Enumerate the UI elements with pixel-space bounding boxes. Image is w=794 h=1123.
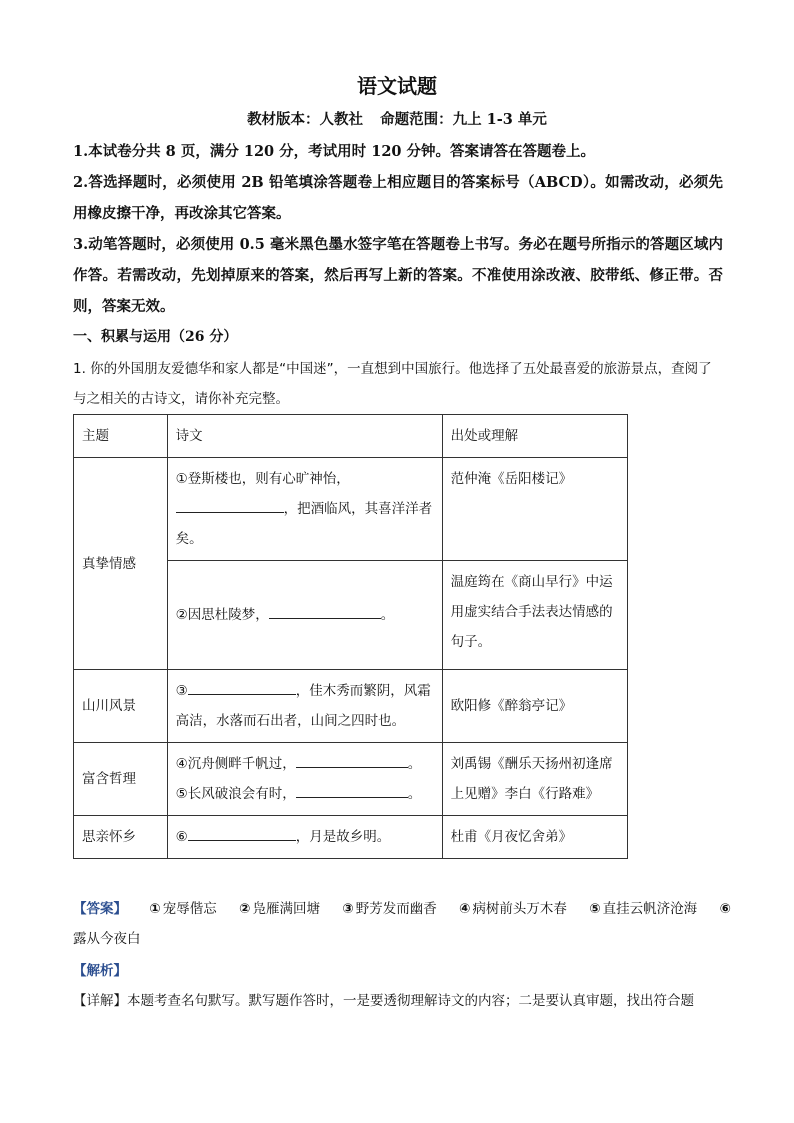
answer-tag: 【答案】 bbox=[73, 901, 127, 917]
section-heading: 一、积累与运用（26 分） bbox=[73, 329, 238, 345]
poem-cell: ③ ，佳木秀而繁阴，风霜高洁，水落而石出者，山间之四时也。 bbox=[167, 670, 442, 743]
analysis-detail bbox=[73, 986, 733, 1016]
poetry-table bbox=[73, 414, 628, 859]
source-cell: 杜甫《月夜忆舍弟》 bbox=[442, 816, 627, 859]
answer-item: ① 宠辱偕忘 bbox=[149, 901, 217, 917]
detail-tag: 【详解】 bbox=[73, 993, 127, 1009]
poem-cell: ②因思杜陵梦， 。 bbox=[167, 561, 442, 670]
fill-blank-3[interactable] bbox=[188, 678, 296, 695]
answer-item: ④ 病树前头万木春 bbox=[459, 901, 567, 917]
page-title: 语文试题 bbox=[357, 74, 437, 98]
source-cell: 刘禹锡《酬乐天扬州初逢席上见赠》李白《行路难》 bbox=[442, 743, 627, 816]
source-cell: 范仲淹《岳阳楼记》 bbox=[442, 458, 627, 561]
question-1-stem: 1. 你的外国朋友爱德华和家人都是“中国迷”，一直想到中国旅行。他选择了五处最喜爱的旅游景点，查阅了与之相关的古诗文，请你补充完整。 bbox=[73, 361, 712, 407]
fill-blank-6[interactable] bbox=[188, 824, 296, 841]
poem-cell: ⑥ ，月是故乡明。 bbox=[167, 816, 442, 859]
analysis-heading: 【解析】 bbox=[73, 963, 127, 979]
detail-text: 本题考查名句默写。默写题作答时，一是要透彻理解诗文的内容；二是要认真审题，找出符合题 bbox=[127, 993, 694, 1009]
table-header: 诗文 bbox=[167, 415, 442, 458]
table-header: 出处或理解 bbox=[442, 415, 627, 458]
edition-label: 教材版本：人教社 bbox=[247, 111, 364, 128]
answer-item: ⑥露从今夜白 bbox=[73, 901, 731, 947]
theme-cell: 真挚情感 bbox=[74, 458, 168, 670]
answer-item: ② 凫雁满回塘 bbox=[239, 901, 320, 917]
source-cell: 欧阳修《醉翁亭记》 bbox=[442, 670, 627, 743]
fill-blank-5[interactable] bbox=[296, 781, 408, 798]
answer-item: ⑤ 直挂云帆济沧海 bbox=[589, 901, 698, 917]
answer-block bbox=[73, 894, 733, 954]
poem-cell: ④沉舟侧畔千帆过， 。 ⑤长风破浪会有时， 。 bbox=[167, 743, 442, 816]
theme-cell: 思亲怀乡 bbox=[74, 816, 168, 859]
answer-item: ③ 野芳发而幽香 bbox=[342, 901, 437, 917]
source-cell: 温庭筠在《商山早行》中运用虚实结合手法表达情感的句子。 bbox=[442, 561, 627, 670]
theme-cell: 山川风景 bbox=[74, 670, 168, 743]
instruction-2: 2.答选择题时，必须使用 2B 铅笔填涂答题卷上相应题目的答案标号（ABCD）。如需改动，必须先用橡皮擦干净，再改涂其它答案。 bbox=[73, 174, 723, 222]
table-row bbox=[74, 458, 628, 561]
fill-blank-1[interactable] bbox=[176, 496, 284, 513]
instruction-3: 3.动笔答题时，必须使用 0.5 毫米黑色墨水签字笔在答题卷上书写。务必在题号所指示的答题区域内作答。若需改动，先划掉原来的答案，然后再写上新的答案。不准使用涂改液、胶带纸、修正带。否则，答案无效。 bbox=[73, 236, 723, 315]
theme-cell: 富含哲理 bbox=[74, 743, 168, 816]
table-row bbox=[74, 670, 628, 743]
scope-label: 命题范围：九上 1-3 单元 bbox=[380, 111, 547, 128]
poem-cell: ①登斯楼也，则有心旷神怡，，把酒临风，其喜洋洋者矣。 bbox=[167, 458, 442, 561]
instruction-1: 1.本试卷分共 8 页，满分 120 分，考试用时 120 分钟。答案请答在答题卷上。 bbox=[73, 143, 596, 160]
exam-subtitle bbox=[0, 108, 794, 129]
table-row bbox=[74, 743, 628, 816]
table-header-row bbox=[74, 415, 628, 458]
fill-blank-2[interactable] bbox=[269, 602, 381, 619]
fill-blank-4[interactable] bbox=[296, 751, 408, 768]
table-header: 主题 bbox=[74, 415, 168, 458]
table-row bbox=[74, 816, 628, 859]
